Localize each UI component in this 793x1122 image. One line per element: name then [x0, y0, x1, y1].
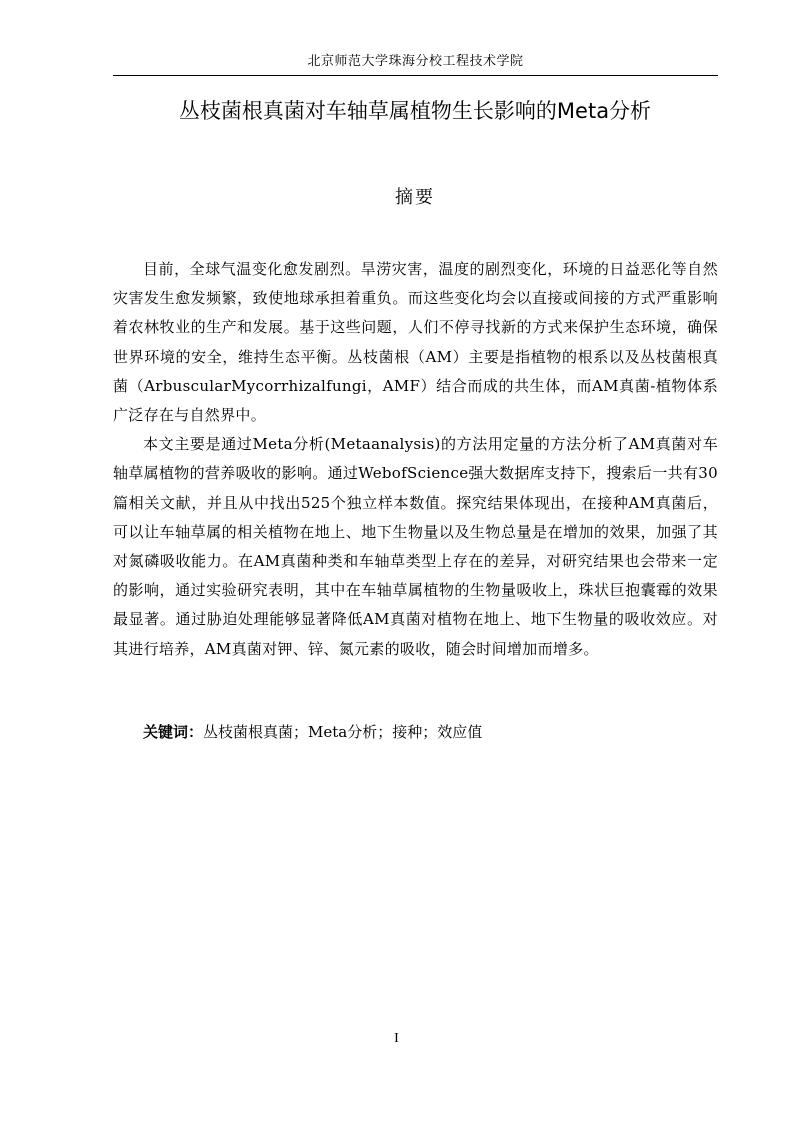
running-header: 北京师范大学珠海分校工程技术学院 — [307, 54, 524, 69]
abstract-paragraph-1: 目前，全球气温变化愈发剧烈。旱涝灾害，温度的剧烈变化，环境的日益恶化等自然灾害发生愈发频繁，致使地球承担着重负。而这些变化均会以直接或间接的方式严重影响着农林牧业的生产和发展。基于这些问题，人们不停寻找新的方式来保护生态环境，确保世界环境的安全，维持生态平衡。丛枝菌根（AM）主要是指植物的根系以及丛枝菌根真菌（ArbuscularMycorrhizalfungi，AMF）结合而成的共生体，而AM真菌-植物体系广泛存在与自然界中。 — [113, 260, 718, 425]
keywords-line — [143, 718, 718, 747]
page-number: I — [394, 1031, 399, 1046]
header-rule — [113, 75, 718, 76]
keywords-label: 关键词： — [143, 723, 204, 741]
abstract-heading: 摘要 — [395, 187, 435, 208]
abstract-body — [113, 255, 718, 664]
keywords-values: 丛枝菌根真菌；Meta分析；接种；效应值 — [203, 723, 483, 741]
abstract-paragraph-2: 本文主要是通过Meta分析(Metaanalysis)的方法用定量的方法分析了AM真菌对车轴草属植物的营养吸收的影响。通过WebofScience强大数据库支持下，搜索后一共有30篇相关文献，并且从中找出525个独立样本数值。探究结果体现出，在接种AM真菌后，可以让车轴草属的相关植物在地上、地下生物量以及生物总量是在增加的效果，加强了其对氮磷吸收能力。在AM真菌种类和车轴草类型上存在的差异，对研究结果也会带来一定的影响，通过实验研究表明，其中在车轴草属植物的生物量吸收上，珠状巨抱囊霉的效果最显著。通过胁迫处理能够显著降低AM真菌对植物在地上、地下生物量的吸收效应。对其进行培养，AM真菌对钾、锌、氮元素的吸收，随会时间增加而增多。 — [113, 435, 718, 658]
paper-title: 丛枝菌根真菌对车轴草属植物生长影响的Meta分析 — [178, 99, 652, 123]
